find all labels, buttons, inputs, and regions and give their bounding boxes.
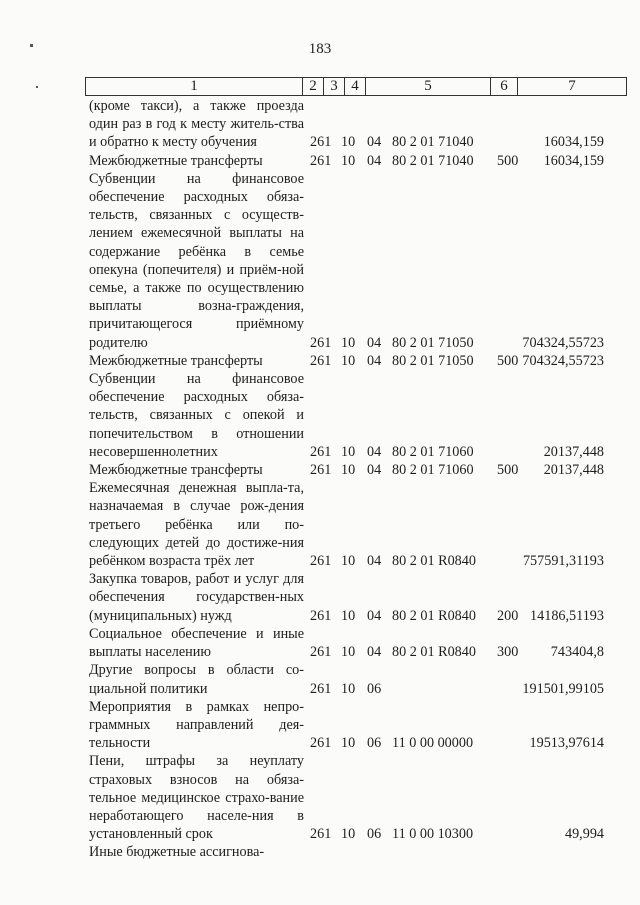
code-pr: 04 <box>367 134 382 151</box>
code-pr: 04 <box>367 334 382 351</box>
table-row <box>89 570 619 625</box>
row-description: Субвенции на финансовое обеспечение расходных обяза-тельств, связанных с опекой и попечительством в отношении несовершеннолетних <box>89 371 304 460</box>
code-pr: 06 <box>367 680 382 697</box>
table-row <box>89 479 619 570</box>
code-ved: 261 <box>310 553 332 570</box>
row-amount: 20137,448 <box>543 462 604 479</box>
header-col-vr: 6 <box>491 78 518 96</box>
scan-speck <box>36 86 38 88</box>
code-ved: 261 <box>310 735 332 752</box>
row-description: Ежемесячная денежная выпла-та, назначаемая в случае рож-дения третьего ребёнка или по-следующих детей до достиже-ния ребёнком возраста трёх лет <box>89 480 304 570</box>
code-rz: 10 <box>341 334 356 351</box>
table-row <box>89 625 619 661</box>
code-rz: 10 <box>341 462 356 479</box>
code-csr: 80 2 01 71040 <box>392 152 474 169</box>
code-rz: 10 <box>341 735 356 752</box>
page-number: 183 <box>308 41 332 57</box>
row-description: Межбюджетные трансферты <box>89 462 263 479</box>
code-rz: 10 <box>341 152 356 169</box>
code-pr: 04 <box>367 607 382 624</box>
row-description: Закупка товаров, работ и услуг для обеспечения государствен-ных (муниципальных) нужд <box>89 571 304 624</box>
table-row <box>89 170 619 352</box>
code-pr: 04 <box>367 152 382 169</box>
code-vr: 300 <box>497 644 519 661</box>
table-row <box>89 843 619 861</box>
code-csr: 11 0 00 10300 <box>392 826 474 843</box>
row-amount: 20137,448 <box>543 443 604 460</box>
code-pr: 06 <box>367 826 382 843</box>
code-csr: 80 2 01 71050 <box>392 334 474 351</box>
table-row <box>89 370 619 461</box>
row-amount: 704324,55723 <box>522 334 604 351</box>
code-vr: 500 <box>497 462 519 479</box>
row-description: Субвенции на финансовое обеспечение расходных обяза-тельств, связанных с осуществ-лением ежемесячной выплаты на содержание ребёнка в семье опекуна (попечителя) и приём-ной семье, а также по осуществлению выплаты возна-граждения, причитающегося приёмному родителю <box>89 170 304 351</box>
row-amount: 757591,31193 <box>522 553 604 570</box>
code-pr: 04 <box>367 352 382 369</box>
code-ved: 261 <box>310 680 332 697</box>
code-rz: 10 <box>341 826 356 843</box>
row-description: (кроме такси), а также проезда один раз в год к месту житель-ства и обратно к месту обучения <box>89 98 304 151</box>
code-ved: 261 <box>310 352 332 369</box>
header-col-amount: 7 <box>518 78 627 96</box>
row-amount: 16034,159 <box>543 134 604 151</box>
code-rz: 10 <box>341 134 356 151</box>
code-csr: 80 2 01 R0840 <box>392 553 476 570</box>
row-amount: 49,994 <box>564 826 604 843</box>
row-amount: 19513,97614 <box>529 735 604 752</box>
code-pr: 04 <box>367 644 382 661</box>
table-row <box>89 698 619 753</box>
row-amount: 16034,159 <box>543 152 604 169</box>
row-description: Другие вопросы в области со-циальной политики <box>89 662 304 697</box>
code-rz: 10 <box>341 607 356 624</box>
code-rz: 10 <box>341 680 356 697</box>
code-pr: 06 <box>367 735 382 752</box>
code-csr: 80 2 01 R0840 <box>392 607 476 624</box>
row-description: Иные бюджетные ассигнова- <box>89 844 265 861</box>
code-vr: 500 <box>497 152 519 169</box>
code-ved: 261 <box>310 134 332 151</box>
table-row <box>89 352 619 370</box>
code-ved: 261 <box>310 443 332 460</box>
row-description: Пени, штрафы за неуплату страховых взносов на обяза-тельное медицинское страхо-вание неработающего населе-ния в установленный срок <box>89 753 304 843</box>
code-ved: 261 <box>310 152 332 169</box>
row-amount: 743404,8 <box>550 644 604 661</box>
code-rz: 10 <box>341 352 356 369</box>
row-amount: 14186,51193 <box>530 607 604 624</box>
code-pr: 04 <box>367 443 382 460</box>
code-rz: 10 <box>341 443 356 460</box>
header-col-rz: 3 <box>324 78 345 96</box>
code-vr: 200 <box>497 607 519 624</box>
code-csr: 11 0 00 00000 <box>392 735 474 752</box>
code-vr: 500 <box>497 352 519 369</box>
row-amount: 191501,99105 <box>522 680 604 697</box>
code-csr: 80 2 01 71040 <box>392 134 474 151</box>
budget-rows <box>89 97 619 862</box>
code-ved: 261 <box>310 644 332 661</box>
header-col-name: 1 <box>86 78 303 96</box>
column-header-table <box>85 77 627 96</box>
code-csr: 80 2 01 71060 <box>392 443 474 460</box>
row-description: Социальное обеспечение и иные выплаты населению <box>89 625 304 661</box>
row-description: Межбюджетные трансферты <box>89 352 263 369</box>
code-ved: 261 <box>310 607 332 624</box>
code-ved: 261 <box>310 334 332 351</box>
header-col-pr: 4 <box>345 78 366 96</box>
code-ved: 261 <box>310 826 332 843</box>
table-row <box>89 461 619 479</box>
table-row <box>89 661 619 697</box>
header-col-csr: 5 <box>366 78 491 96</box>
code-pr: 04 <box>367 553 382 570</box>
code-pr: 04 <box>367 462 382 479</box>
row-description: Мероприятия в рамках непро-граммных направлений дея-тельности <box>89 698 304 752</box>
table-row <box>89 97 619 152</box>
row-amount: 704324,55723 <box>522 352 604 369</box>
code-rz: 10 <box>341 553 356 570</box>
header-col-ved: 2 <box>303 78 324 96</box>
code-csr: 80 2 01 71060 <box>392 462 474 479</box>
code-rz: 10 <box>341 644 356 661</box>
table-row <box>89 752 619 843</box>
row-description: Межбюджетные трансферты <box>89 152 263 169</box>
table-row <box>89 152 619 170</box>
code-ved: 261 <box>310 462 332 479</box>
code-csr: 80 2 01 71050 <box>392 352 474 369</box>
code-csr: 80 2 01 R0840 <box>392 644 476 661</box>
